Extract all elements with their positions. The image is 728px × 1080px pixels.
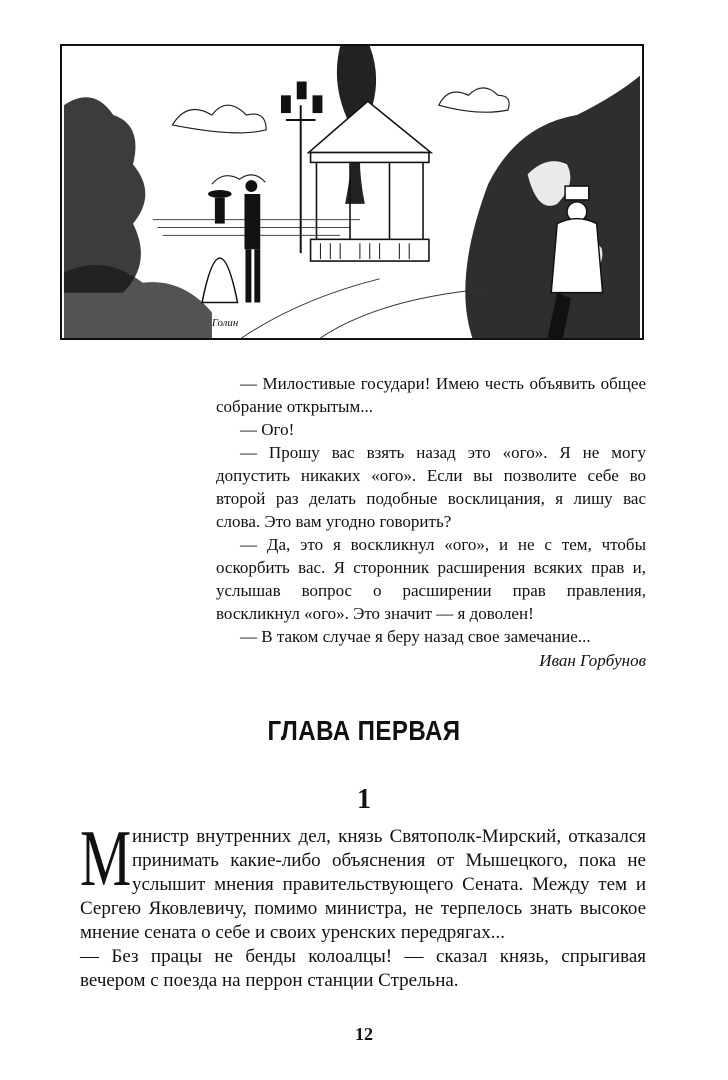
body-text xyxy=(80,815,646,993)
epigraph-line: — Прошу вас взять назад это «ого». Я не могу допустить никаких «ого». Если вы позволите себе во второй раз делать подобные восклицания, я лишу вас слова. Это вам угодно говорить? xyxy=(216,443,646,531)
paragraph xyxy=(80,815,646,945)
epigraph-line: — Да, это я воскликнул «ого», и не с тем, чтобы оскорбить вас. Я сторонник расширения всяких прав и, услышав вопрос о расширении прав правления, воскликнул «ого». Это значит — я доволен! xyxy=(216,535,646,623)
epigraph xyxy=(216,372,646,672)
chapter-title: ГЛАВА ПЕРВАЯ xyxy=(267,715,461,746)
section-number: 1 xyxy=(357,784,371,815)
paragraph: — Без працы не бенды колоалцы! — сказал князь, спрыгивая вечером с поезда на перрон станции Стрельна. xyxy=(80,946,646,991)
park-scene-drawing xyxy=(62,46,642,338)
engraving-illustration xyxy=(60,44,644,340)
drop-cap: М xyxy=(80,815,132,903)
epigraph-author: Иван Горбунов xyxy=(539,651,646,670)
paragraph-text: инистр внутренних дел, князь Святополк-Мирский, отказался принимать какие-либо объяснения от Мышецкого, пока не услышит мнения правительствующего Сената. Между тем и Сергею Яковлевичу, помимо министра, не терпелось знать высокое мнение сената о себе и своих уренских передрягах... xyxy=(80,826,646,943)
epigraph-line: — Милостивые государи! Имею честь объявить общее собрание открытым... xyxy=(216,374,646,416)
page-number: 12 xyxy=(355,1024,373,1044)
epigraph-line: — Ого! xyxy=(240,420,295,439)
artist-signature: Голин xyxy=(211,317,239,330)
epigraph-line: — В таком случае я беру назад свое замечание... xyxy=(240,627,591,646)
